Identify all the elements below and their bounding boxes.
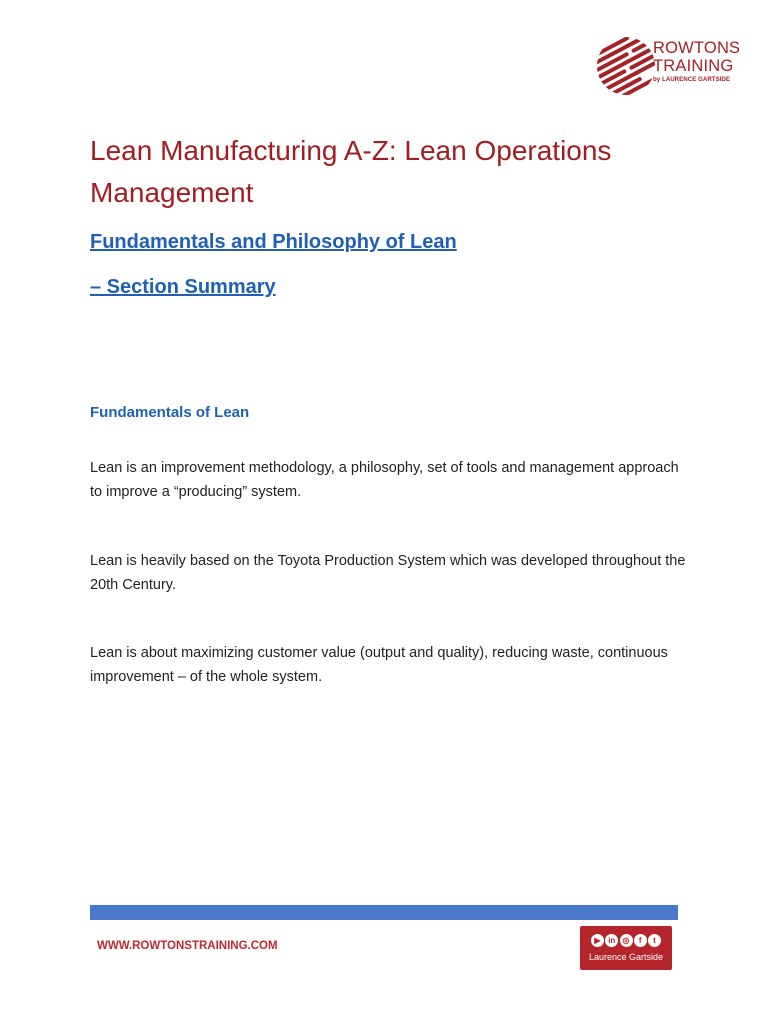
- paragraph-toyota: Lean is heavily based on the Toyota Production System which was developed throughout the 20th Century.: [90, 553, 686, 593]
- paragraph-definition: Lean is an improvement methodology, a philosophy, set of tools and management approach to improve a “producing” system.: [90, 460, 679, 500]
- logo-byline: by LAURENCE GARTSIDE: [653, 76, 731, 83]
- subtitle-link-fundamentals[interactable]: Fundamentals and Philosophy of Lean: [90, 231, 457, 253]
- footer-divider-bar: [90, 905, 678, 920]
- twitter-icon[interactable]: t: [648, 934, 661, 947]
- section-heading: Fundamentals of Lean: [90, 404, 250, 421]
- logo-name-line2: TRAINING: [653, 57, 734, 75]
- paragraph-customer-value: Lean is about maximizing customer value (output and quality), reducing waste, continuous improvement – of the whole system.: [90, 645, 668, 685]
- document-title: Lean Manufacturing A-Z: Lean Operations Management: [90, 135, 612, 208]
- social-icons-row: [591, 934, 661, 948]
- footer-website-link[interactable]: WWW.ROWTONSTRAINING.COM: [97, 940, 278, 952]
- facebook-icon[interactable]: f: [634, 934, 647, 947]
- linkedin-icon[interactable]: in: [605, 934, 618, 947]
- logo-wordmark: [653, 39, 741, 83]
- youtube-icon[interactable]: ▶: [591, 934, 604, 947]
- rowtons-logo-icon: [594, 34, 658, 98]
- instagram-icon[interactable]: ◎: [620, 934, 633, 947]
- logo-name-line1: ROWTONS: [653, 39, 741, 57]
- social-badge: [580, 926, 672, 970]
- subtitle-link-section-summary[interactable]: – Section Summary: [90, 276, 276, 298]
- company-logo: [594, 34, 741, 98]
- social-badge-name: Laurence Gartside: [588, 952, 664, 962]
